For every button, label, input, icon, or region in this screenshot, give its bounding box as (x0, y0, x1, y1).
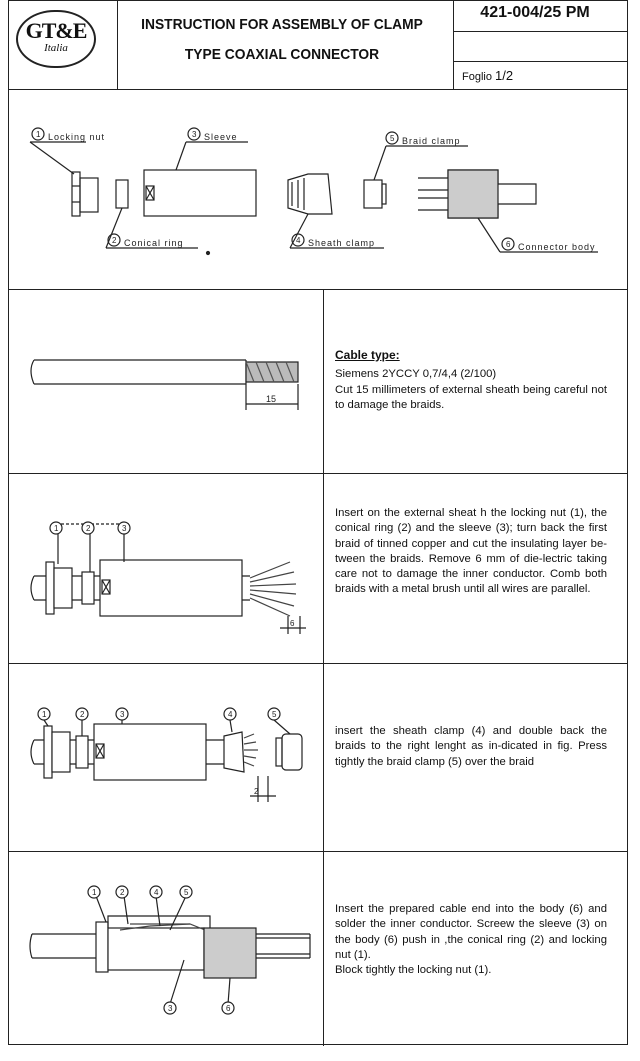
dimension-label: 15 (266, 394, 277, 404)
step1-text: Cable type: Siemens 2YCCY 0,7/4,4 (2/100) Cut 15 millimeters of external sheath being careful not to damage the braids. (335, 348, 607, 411)
part-number: 1 (36, 130, 41, 139)
svg-text:3: 3 (122, 524, 127, 533)
step2-assembly-diagram (10, 476, 320, 660)
cable-type-heading: Cable type: (335, 348, 400, 362)
logo-divider (117, 1, 118, 89)
section-divider (9, 289, 627, 290)
svg-text:3: 3 (168, 1004, 173, 1013)
step4-final-assembly-diagram (10, 854, 320, 1040)
svg-text:4: 4 (228, 710, 233, 719)
svg-text:4: 4 (296, 236, 301, 245)
section-divider (9, 851, 627, 852)
document-number: 421-004/25 PM (480, 4, 590, 21)
document-title: INSTRUCTION FOR ASSEMBLY OF CLAMP TYPE COAXIAL CONNECTOR (141, 16, 423, 63)
svg-text:2: 2 (86, 524, 91, 533)
svg-text:6: 6 (506, 240, 511, 249)
label-sleeve: Sleeve (204, 132, 238, 142)
svg-text:1: 1 (54, 524, 59, 533)
label-braid-clamp: Braid clamp (402, 136, 461, 146)
svg-text:5: 5 (184, 888, 189, 897)
label-conical-ring: Conical ring (124, 238, 184, 248)
dimension-label: 2 (254, 787, 259, 796)
svg-text:5: 5 (272, 710, 277, 719)
svg-text:2: 2 (120, 888, 125, 897)
section-divider (9, 473, 627, 474)
section-divider (9, 663, 627, 664)
label-connector-body: Connector body (518, 242, 596, 252)
step2-text: Insert on the external sheat h the locking nut (1), the conical ring (2) and the sleeve (3); turn back the first braid of tinned copper and cut the insulating layer be-tween the braids. Remove 6 mm of die-lectric taking care not to damage the inner conductor. Comb both braids with a metal brush until all wires are parallel. (335, 507, 607, 596)
svg-text:6: 6 (226, 1004, 231, 1013)
svg-text:3: 3 (120, 710, 125, 719)
svg-text:1: 1 (92, 888, 97, 897)
label-locking-nut: Locking nut (48, 132, 106, 142)
step3-assembly-diagram (10, 666, 320, 848)
company-logo: GT&E Italia (16, 10, 96, 68)
step4-text: Insert the prepared cable end into the body (6) and solder the inner conductor. Screew the sleeve (3) on the body (6) push in ,the conical ring (2) and locking nut (1). Block tightly the locking nut (1). (335, 903, 607, 977)
parts-exploded-diagram (8, 90, 628, 286)
svg-text:4: 4 (154, 888, 159, 897)
dimension-label: 6 (290, 619, 295, 628)
sheet-number: Foglio 1/2 (462, 68, 514, 83)
svg-text:2: 2 (112, 236, 117, 245)
column-divider (323, 289, 324, 1046)
svg-text:3: 3 (192, 130, 197, 139)
step3-text: insert the sheath clamp (4) and double back the braids to the right lenght as in-dicated in fig. Press tightly the braid clamp (5) over the braid (335, 725, 607, 768)
label-sheath-clamp: Sheath clamp (308, 238, 376, 248)
svg-text:5: 5 (390, 134, 395, 143)
svg-text:1: 1 (42, 710, 47, 719)
step1-cable-diagram (10, 292, 320, 470)
svg-text:2: 2 (80, 710, 85, 719)
